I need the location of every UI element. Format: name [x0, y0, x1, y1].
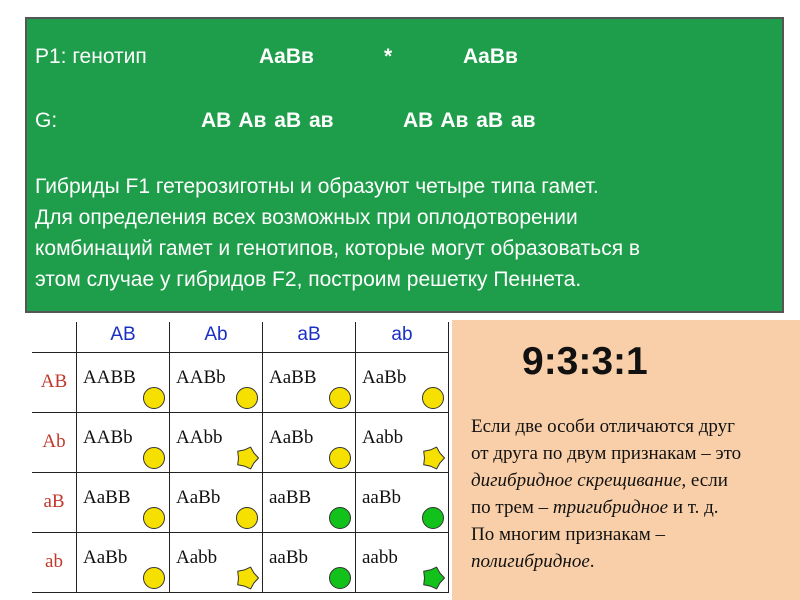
round-pea-icon: [141, 565, 167, 591]
round-pea-icon: [141, 385, 167, 411]
genotype-label: AaBb: [362, 367, 407, 388]
description-line: Для определения всех возможных при оплодотворении: [35, 206, 578, 229]
punnett-cell: [77, 413, 169, 473]
punnett-cell: [263, 413, 355, 473]
p1-parent2-genotype: AaBв: [463, 45, 518, 68]
summary-text: [471, 413, 741, 575]
p1-parent1-genotype: AaBв: [259, 45, 314, 68]
gametes-group-1: AB Aв aB aв: [201, 109, 334, 132]
genotype-label: aaBB: [269, 487, 312, 508]
round-pea-icon: [234, 505, 260, 531]
summary-line: от друга по двум признакам – это: [471, 443, 742, 464]
grid-line-horizontal: [32, 352, 449, 353]
punnett-cell: [356, 533, 448, 593]
round-pea-icon: [234, 385, 260, 411]
genotype-label: aaBb: [269, 547, 309, 568]
column-header: Ab: [204, 324, 228, 345]
genotype-label: AABb: [176, 367, 226, 388]
description-line: Гибриды F1 гетерозиготны и образуют четыре типа гамет.: [35, 175, 599, 198]
summary-line: [471, 548, 741, 575]
gametes-label: G:: [35, 109, 58, 132]
punnett-cell: [263, 473, 355, 533]
genotype-label: Aabb: [362, 427, 404, 448]
genotype-label: AaBb: [269, 427, 314, 448]
genotype-label: AaBB: [269, 367, 317, 388]
round-pea-icon: [327, 385, 353, 411]
round-pea-icon: [327, 445, 353, 471]
p1-label: P1: генотип: [35, 45, 147, 68]
round-pea-icon: [327, 505, 353, 531]
punnett-cell: [356, 473, 448, 533]
dihybrid-term: дигибридное скрещивание,: [471, 470, 687, 491]
punnett-cell: [170, 473, 262, 533]
row-header: AB: [40, 371, 68, 392]
genotype-label: AABb: [83, 427, 133, 448]
round-pea-icon: [141, 505, 167, 531]
summary-line: Если две особи отличаются друг: [471, 416, 735, 437]
summary-fragment: если: [686, 470, 728, 491]
wrinkled-pea-icon: [420, 445, 446, 471]
genotype-label: AaBb: [176, 487, 221, 508]
punnett-cell: [356, 413, 448, 473]
summary-line: По многим признакам –: [471, 524, 665, 545]
summary-panel: [452, 320, 800, 600]
trihybrid-term: тригибридное: [552, 497, 669, 518]
cross-symbol: *: [384, 45, 393, 68]
round-pea-icon: [420, 505, 446, 531]
genotype-label: aaBb: [362, 487, 402, 508]
round-pea-icon: [327, 565, 353, 591]
punnett-cell: [170, 413, 262, 473]
description-line: этом случае у гибридов F2, построим решетку Пеннета.: [35, 268, 582, 291]
polyhybrid-term: полигибридное: [471, 551, 590, 572]
row-header: ab: [45, 551, 63, 572]
column-header: AB: [110, 324, 136, 345]
gametes-group-2: AB Aв aB aв: [403, 109, 536, 132]
genotype-label: AaBB: [83, 487, 131, 508]
summary-line: [471, 494, 741, 521]
genotype-label: AABB: [83, 367, 136, 388]
genotype-label: aabb: [362, 547, 398, 568]
round-pea-icon: [141, 445, 167, 471]
grid-line-horizontal: [32, 592, 449, 593]
grid-line-vertical: [76, 322, 77, 593]
description-line: комбинаций гамет и генотипов, которые могут образоваться в: [35, 237, 641, 260]
grid-line-vertical: [262, 322, 263, 593]
punnett-cell: [77, 353, 169, 413]
genotype-label: Aabb: [176, 547, 218, 568]
punnett-cell: [77, 473, 169, 533]
wrinkled-pea-icon: [234, 565, 260, 591]
punnett-square: [30, 320, 448, 598]
summary-line: [471, 467, 741, 494]
ratio-title: 9:3:3:1: [522, 340, 648, 383]
punnett-cell: [263, 353, 355, 413]
punnett-cell: [170, 353, 262, 413]
column-header: ab: [391, 324, 413, 345]
round-pea-icon: [420, 385, 446, 411]
wrinkled-pea-icon: [234, 445, 260, 471]
wrinkled-pea-icon: [420, 565, 446, 591]
punnett-cell: [356, 353, 448, 413]
column-header: aB: [297, 324, 321, 345]
grid-line-vertical: [355, 322, 356, 593]
punnett-cell: [263, 533, 355, 593]
summary-fragment: и т. д.: [668, 497, 719, 518]
grid-line-vertical: [169, 322, 170, 593]
summary-fragment: по трем –: [471, 497, 553, 518]
grid-line-horizontal: [32, 472, 449, 473]
grid-line-horizontal: [32, 532, 449, 533]
punnett-cell: [170, 533, 262, 593]
grid-line-horizontal: [32, 412, 449, 413]
intro-panel: [25, 17, 784, 313]
genotype-label: AaBb: [83, 547, 128, 568]
row-header: aB: [43, 491, 65, 512]
punnett-cell: [77, 533, 169, 593]
description-text: [35, 171, 775, 295]
genotype-label: AAbb: [176, 427, 223, 448]
summary-fragment: .: [589, 551, 595, 572]
grid-line-vertical: [448, 322, 449, 593]
row-header: Ab: [42, 431, 66, 452]
